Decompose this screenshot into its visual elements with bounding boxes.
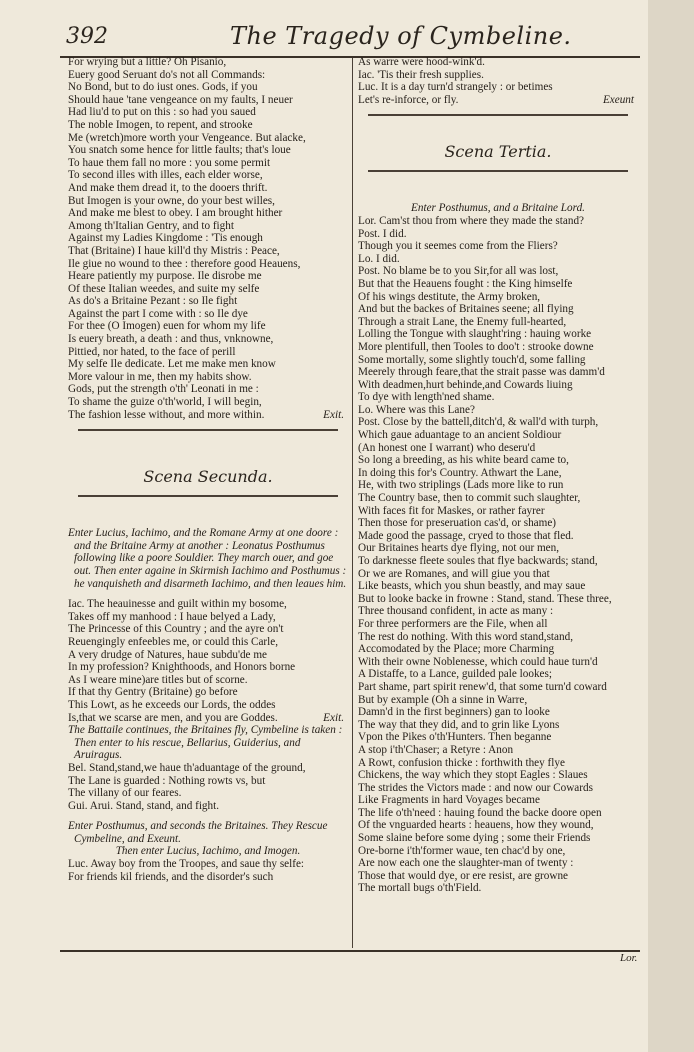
left-verse-block-2 — [68, 598, 348, 724]
page-number: 392 — [66, 24, 108, 49]
text-line: Euery good Seruant do's not all Commands: — [68, 68, 266, 81]
text-line: The fashion lesse without, and more within. — [68, 408, 265, 421]
text-line: Are now each one the slaughter-man of twenty : — [358, 857, 574, 870]
text-line: Which gaue aduantage to an ancient Soldiour — [358, 429, 562, 442]
stage-direction: The Battaile continues, the Britaines fly, Cymbeline is taken : Then enter to his rescue, Bellarius, Guiderius, and Aruiragus. — [68, 724, 343, 762]
exit-marker: Exit. — [323, 711, 344, 724]
scene-ornament-rule — [368, 170, 628, 172]
text-line: Among th'Italian Gentry, and to fight — [68, 219, 234, 232]
text-line: And make me blest to obey. I am brought hither — [68, 207, 283, 220]
text-line: The strides the Victors made : and now our Cowards — [358, 781, 593, 794]
text-line: With their owne Noblenesse, which could haue turn'd — [358, 655, 598, 668]
text-line: My selfe Ile dedicate. Let me make men know — [68, 358, 276, 371]
text-line: Or we are Romanes, and will giue you that — [358, 567, 550, 580]
text-line: Against the part I come with : so Ile dye — [68, 307, 248, 320]
facing-page-edge — [648, 0, 694, 1052]
text-line: Our Britaines hearts dye flying, not our men, — [358, 542, 560, 555]
text-line: Through a strait Lane, the Enemy full-hearted, — [358, 315, 567, 328]
stage-direction: Then enter Lucius, Iachimo, and Imogen. — [115, 845, 301, 858]
text-frame — [60, 22, 640, 970]
text-line: But to looke backe in frowne : Stand, stand. These three, — [358, 592, 612, 605]
right-verse-block-2 — [358, 215, 638, 895]
text-line: To dye with length'ned shame. — [358, 391, 495, 404]
text-line: The Country base, then to commit such slaughter, — [358, 492, 581, 505]
text-line: Iac. The heauinesse and guilt within my bosome, — [68, 598, 287, 611]
text-line: The way that they did, and to grin like Lyons — [358, 718, 560, 731]
text-line: Luc. It is a day turn'd strangely : or betimes — [358, 81, 553, 94]
text-line: He, with two striplings (Lads more like to run — [358, 479, 564, 492]
text-line: Post. Close by the battell,ditch'd, & wall'd with turph, — [358, 416, 599, 429]
text-line: The Princesse of this Country ; and the ayre on't — [68, 623, 284, 636]
left-column — [68, 56, 348, 883]
text-line: As warre were hood-wink'd. — [358, 56, 485, 68]
running-title: The Tragedy of Cymbeline. — [230, 22, 572, 50]
text-line: For wrying but a little? Oh Pisanio, — [68, 56, 227, 68]
text-line: Meerely through feare,that the strait passe was damm'd — [358, 366, 605, 379]
text-line: And make them dread it, to the dooers thrift. — [68, 181, 268, 194]
text-line: Lolling the Tongue with slaught'ring : hauing worke — [358, 328, 592, 341]
stage-direction: Enter Posthumus, and seconds the Britaines. They Rescue Cymbeline, and Exeunt. — [68, 820, 328, 845]
text-line: To shame the guize o'th'world, I will begin, — [68, 396, 262, 409]
text-line: Chickens, the way which they stopt Eagles : Slaues — [358, 769, 588, 782]
text-line: Like Fragments in hard Voyages became — [358, 794, 540, 807]
text-line: More valour in me, then my habits show. — [68, 370, 252, 383]
text-line: The mortall bugs o'th'Field. — [358, 882, 482, 895]
scene-heading-secunda: Scena Secunda. — [143, 467, 273, 487]
left-verse-block-3 — [68, 762, 348, 812]
text-line: Part shame, part spirit renew'd, that some turn'd coward — [358, 680, 607, 693]
text-line: The villany of our feares. — [68, 787, 182, 800]
text-line: (An honest one I warrant) who deseru'd — [358, 441, 536, 454]
text-line: To darknesse fleete soules that flye backwards; stand, — [358, 555, 598, 567]
text-line: Of the vnguarded hearts : heauens, how they wound, — [358, 819, 594, 832]
running-header — [60, 22, 640, 58]
text-line: With faces fit for Maskes, or rather fayrer — [358, 504, 545, 517]
text-line: To haue them fall no more : you some permit — [68, 156, 271, 169]
text-line: Me (wretch)more worth your Vengeance. But alacke, — [68, 131, 306, 144]
text-line: Takes off my manhood : I haue belyed a Lady, — [68, 610, 276, 623]
right-column — [358, 56, 638, 895]
text-line: Lo. I did. — [358, 252, 400, 265]
scene-ornament-rule — [78, 429, 338, 431]
text-line: Some mortally, some slightly touch'd, some falling — [358, 353, 586, 366]
text-line: Then those for preseruation cas'd, or shame) — [358, 517, 557, 530]
text-line: You snatch some hence for little faults; that's loue — [68, 144, 291, 157]
text-line: No Bond, but to do iust ones. Gods, if you — [68, 81, 258, 94]
text-line: In doing this for's Country. Athwart the Lane, — [358, 466, 562, 479]
text-line: Lo. Where was this Lane? — [358, 403, 475, 416]
text-line: Made good the passage, cryed to those that fled. — [358, 529, 574, 542]
scene-ornament-rule — [78, 495, 338, 497]
text-line: As do's a Britaine Pezant : so Ile fight — [68, 295, 238, 308]
left-verse-block-1 — [68, 56, 348, 421]
text-line: The noble Imogen, to repent, and strooke — [68, 118, 253, 131]
stage-direction: Enter Lucius, Iachimo, and the Romane Army at one doore : and the Britaine Army at another : Leonatus Posthumus following like a poore Souldier. They march ouer, and goe out. Then enter againe in Skirmish Iachimo and Posthumus : he vanquisheth and disarmeth Iachimo, and then leaues him. — [68, 527, 347, 590]
text-line: Ore-borne i'th'former waue, ten chac'd by one, — [358, 844, 566, 857]
scene-heading-tertia: Scena Tertia. — [444, 142, 552, 162]
text-line: But that the Heauens fought : the King himselfe — [358, 277, 573, 290]
text-line: That (Britaine) I haue kill'd thy Mistris : Peace, — [68, 244, 280, 257]
text-line: For thee (O Imogen) euen for whom my life — [68, 320, 266, 333]
text-line: Of these Italian weedes, and suite my selfe — [68, 282, 260, 295]
text-line: Post. I did. — [358, 227, 407, 240]
text-line: So long a breeding, as his white beard came to, — [358, 454, 569, 467]
text-line: To second illes with illes, each elder worse, — [68, 169, 263, 182]
scene-ornament-rule — [368, 114, 628, 116]
text-line: Against my Ladies Kingdome : 'Tis enough — [68, 232, 263, 245]
text-line: Let's re-inforce, or fly. — [358, 93, 459, 106]
text-line: Of his wings destitute, the Army broken, — [358, 290, 541, 303]
text-line: Pittied, nor hated, to the face of perill — [68, 345, 236, 358]
text-line: Lor. Cam'st thou from where they made the stand? — [358, 214, 585, 227]
text-line: The Lane is guarded : Nothing rowts vs, but — [68, 774, 266, 787]
text-line: Should haue 'tane vengeance on my faults, I neuer — [68, 93, 293, 106]
text-line: Vpon the Pikes o'th'Hunters. Then beganne — [358, 731, 552, 744]
text-line: Luc. Away boy from the Troopes, and saue thy selfe: — [68, 858, 305, 871]
text-line: Some slaine before some dying ; some their Friends — [358, 832, 591, 845]
column-divider — [352, 58, 353, 948]
text-line: Heare patiently my purpose. Ile disrobe me — [68, 270, 262, 283]
text-line: A very drudge of Natures, haue subdu'de me — [68, 648, 267, 661]
text-line: Gods, put the strength o'th' Leonati in me : — [68, 383, 259, 396]
text-line: The life o'th'need : hauing found the backe doore open — [358, 806, 602, 819]
text-line: With deadmen,hurt behinde,and Cowards liuing — [358, 378, 573, 391]
text-line: Gui. Arui. Stand, stand, and fight. — [68, 799, 220, 812]
text-line: A Rowt, confusion thicke : forthwith they flye — [358, 756, 565, 769]
text-line: This Lowt, as he exceeds our Lords, the oddes — [68, 698, 276, 711]
text-line: More plentifull, then Tooles to doo't : strooke downe — [358, 340, 594, 353]
text-line: If that thy Gentry (Britaine) go before — [68, 686, 238, 699]
text-line: Ile giue no wound to thee : therefore good Heauens, — [68, 257, 301, 270]
text-line: A stop i'th'Chaser; a Retyre : Anon — [358, 743, 514, 756]
text-line: For three performers are the File, when all — [358, 617, 548, 630]
text-line: As I weare mine)are titles but of scorne. — [68, 673, 248, 686]
text-line: Reuengingly enfeebles me, or could this Carle, — [68, 635, 279, 648]
exit-marker: Exit. — [323, 408, 344, 421]
text-line: Though you it seemes come from the Fliers? — [358, 240, 558, 253]
text-line: Had liu'd to put on this : so had you saued — [68, 106, 256, 119]
text-line: In my profession? Knighthoods, and Honors borne — [68, 661, 296, 674]
text-line: Bel. Stand,stand,we haue th'aduantage of the ground, — [68, 761, 306, 774]
text-line: Post. No blame be to you Sir,for all was lost, — [358, 265, 559, 278]
text-line: The rest do nothing. With this word stand,stand, — [358, 630, 573, 643]
text-line: Damn'd in the first beginners) gan to looke — [358, 706, 550, 719]
stage-direction: Enter Posthumus, and a Britaine Lord. — [411, 202, 585, 215]
text-line: But by example (Oh a sinne in Warre, — [358, 693, 528, 706]
text-line: And but the backes of Britaines seene; all flying — [358, 303, 574, 316]
catchword: Lor. — [620, 952, 638, 964]
text-line: Like beasts, which you shun beastly, and may saue — [358, 580, 586, 593]
text-line: For friends kil friends, and the disorder's such — [68, 870, 274, 883]
text-line: Is euery breath, a death : and thus, vnknowne, — [68, 333, 274, 346]
left-verse-block-4 — [68, 858, 348, 883]
footer-rule — [60, 950, 640, 952]
text-line: Iac. 'Tis their fresh supplies. — [358, 68, 484, 81]
text-line: But Imogen is your owne, do your best willes, — [68, 194, 275, 207]
text-line: A Distaffe, to a Lance, guilded pale lookes; — [358, 668, 552, 681]
text-line: Accomodated by the Place; more Charming — [358, 643, 555, 656]
text-line: Those that would dye, or ere resist, are growne — [358, 869, 569, 882]
exeunt-marker: Exeunt — [602, 93, 634, 106]
text-line: Three thousand confident, in acte as many : — [358, 605, 554, 618]
text-line: Is,that we scarse are men, and you are Goddes. — [68, 711, 278, 724]
